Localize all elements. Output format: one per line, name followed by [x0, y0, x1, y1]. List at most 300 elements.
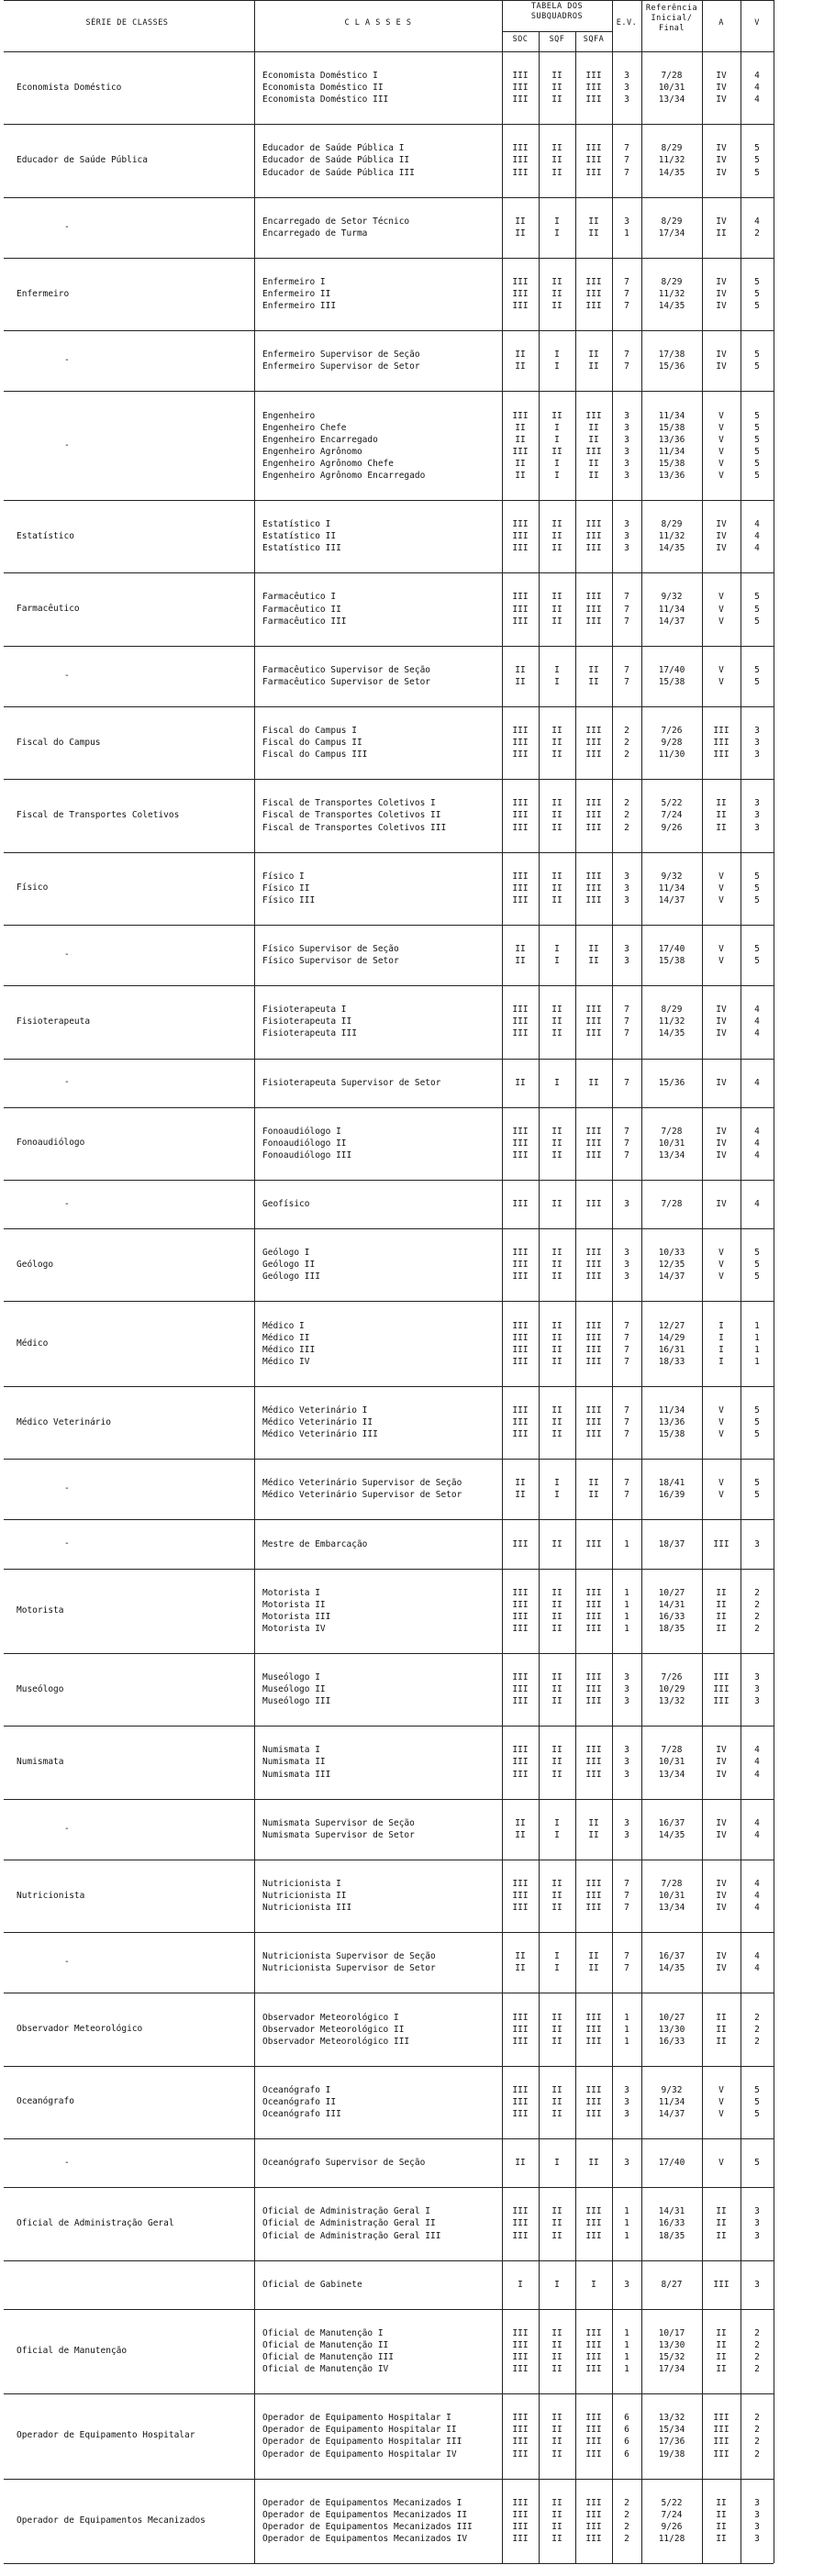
v-cell: 2 — [754, 2012, 760, 2023]
ref-cell: 7/26 — [661, 726, 683, 737]
sqfa-cell: III — [585, 1028, 602, 1039]
sqfa-cell: III — [585, 798, 602, 809]
a-cell: IV — [716, 1126, 727, 1137]
a-cell: II — [716, 2351, 727, 2362]
classe-cell: Geólogo II — [262, 1260, 316, 1271]
sqf-cell: II — [551, 167, 562, 178]
a-cell: IV — [716, 543, 727, 554]
soc-cell: III — [512, 2351, 529, 2362]
header-v: V — [754, 18, 760, 28]
sqfa-cell: III — [585, 2448, 602, 2459]
ev-cell: 7 — [624, 1951, 629, 1962]
soc-cell: III — [512, 2327, 529, 2338]
a-cell: V — [718, 616, 724, 627]
sqf-cell: II — [551, 2206, 562, 2217]
ref-cell: 11/34 — [658, 410, 685, 421]
classe-cell: Farmacêutico Supervisor de Setor — [262, 676, 431, 687]
ev-cell: 1 — [624, 2364, 629, 2375]
sqf-cell: II — [551, 1757, 562, 1768]
group-separator — [4, 925, 774, 926]
v-cell: 4 — [754, 531, 760, 542]
v-cell: 5 — [754, 301, 760, 312]
classe-cell: Operador de Equipamentos Mecanizados II — [262, 2509, 468, 2520]
sqf-cell: II — [551, 2533, 562, 2544]
ev-cell: 3 — [624, 458, 629, 469]
soc-cell: III — [512, 2230, 529, 2241]
sqfa-cell: III — [585, 894, 602, 905]
group-separator — [4, 706, 774, 707]
ref-cell: 18/35 — [658, 1623, 685, 1634]
ev-cell: 1 — [624, 2206, 629, 2217]
v-cell: 3 — [754, 1696, 760, 1707]
ev-cell: 7 — [624, 1891, 629, 1902]
ref-cell: 11/34 — [658, 883, 685, 894]
sqfa-cell: II — [588, 676, 599, 687]
serie-label: Fonoaudiólogo — [17, 1138, 85, 1149]
ref-cell: 17/36 — [658, 2437, 685, 2448]
classe-cell: Médico Veterinário Supervisor de Seção — [262, 1478, 462, 1489]
soc-cell: III — [512, 2437, 529, 2448]
ref-cell: 18/41 — [658, 1478, 685, 1489]
classe-cell: Oficial de Administração Geral III — [262, 2230, 441, 2241]
ref-cell: 11/34 — [658, 1405, 685, 1416]
ev-cell: 7 — [624, 1005, 629, 1016]
ref-cell: 18/33 — [658, 1356, 685, 1367]
sqfa-cell: III — [585, 94, 602, 105]
sqf-cell: II — [551, 738, 562, 749]
classe-cell: Oficial de Manutenção IV — [262, 2364, 389, 2375]
ev-cell: 3 — [624, 2096, 629, 2107]
soc-cell: III — [512, 1429, 529, 1440]
ref-cell: 16/37 — [658, 1951, 685, 1962]
serie-label: Farmacêutico — [17, 604, 80, 615]
classe-cell: Fonoaudiólogo I — [262, 1126, 341, 1137]
v-cell: 5 — [754, 361, 760, 372]
sqf-cell: II — [551, 2437, 562, 2448]
ev-cell: 7 — [624, 1126, 629, 1137]
a-cell: II — [716, 2509, 727, 2520]
ev-cell: 1 — [624, 1623, 629, 1634]
ref-cell: 14/35 — [658, 1829, 685, 1840]
ref-cell: 11/32 — [658, 531, 685, 542]
v-cell: 3 — [754, 2521, 760, 2532]
serie-dash: - — [64, 1823, 70, 1834]
serie-dash: - — [64, 1957, 70, 1968]
ref-cell: 15/38 — [658, 422, 685, 433]
v-cell: 1 — [754, 1332, 760, 1343]
v-cell: 2 — [754, 2448, 760, 2459]
v-cell: 5 — [754, 604, 760, 615]
sqfa-cell: III — [585, 2327, 602, 2338]
classe-cell: Operador de Equipamentos Mecanizados IV — [262, 2533, 468, 2544]
classe-cell: Motorista II — [262, 1599, 326, 1610]
soc-cell: III — [512, 1623, 529, 1634]
sqf-cell: II — [551, 2109, 562, 2120]
sqfa-cell: II — [588, 458, 599, 469]
sqf-cell: II — [551, 1903, 562, 1914]
ref-cell: 18/35 — [658, 2230, 685, 2241]
header-a: A — [718, 18, 724, 28]
ref-cell: 13/36 — [658, 1417, 685, 1428]
ev-cell: 7 — [624, 1016, 629, 1027]
sqfa-cell: III — [585, 83, 602, 94]
sqf-cell: II — [551, 2084, 562, 2095]
a-cell: III — [713, 2413, 729, 2424]
header-serie: SÉRIE DE CLASSES — [85, 18, 169, 28]
v-cell: 3 — [754, 2509, 760, 2520]
classe-cell: Fisioterapeuta I — [262, 1005, 347, 1016]
sqfa-cell: III — [585, 726, 602, 737]
ev-cell: 3 — [624, 2109, 629, 2120]
a-cell: V — [718, 1248, 724, 1259]
ref-cell: 13/34 — [658, 1769, 685, 1780]
sqf-cell: I — [554, 471, 560, 482]
group-separator — [4, 572, 774, 573]
ev-cell: 1 — [624, 2327, 629, 2338]
ref-cell: 7/28 — [661, 1126, 683, 1137]
header-ev: E.V. — [616, 18, 638, 28]
classe-cell: Numismata Supervisor de Seção — [262, 1817, 415, 1828]
classe-cell: Fonoaudiólogo II — [262, 1138, 347, 1149]
v-cell: 3 — [754, 1684, 760, 1695]
sqf-cell: II — [551, 1344, 562, 1355]
soc-cell: III — [512, 1587, 529, 1598]
v-cell: 5 — [754, 616, 760, 627]
sqfa-cell: III — [585, 1745, 602, 1756]
soc-cell: III — [512, 2206, 529, 2217]
group-separator — [4, 646, 774, 647]
classe-cell: Físico Supervisor de Seção — [262, 944, 399, 955]
soc-cell: III — [512, 1344, 529, 1355]
ev-cell: 7 — [624, 155, 629, 166]
soc-cell: III — [512, 1149, 529, 1160]
a-cell: II — [716, 2024, 727, 2035]
ref-cell: 14/35 — [658, 543, 685, 554]
classe-cell: Fonoaudiólogo III — [262, 1149, 352, 1160]
sqfa-cell: III — [585, 2024, 602, 2035]
soc-cell: III — [512, 738, 529, 749]
ev-cell: 7 — [624, 604, 629, 615]
v-cell: 5 — [754, 894, 760, 905]
classe-cell: Oficial de Manutenção I — [262, 2327, 384, 2338]
soc-cell: III — [512, 2509, 529, 2520]
sqf-cell: II — [551, 2036, 562, 2047]
sqfa-cell: III — [585, 2425, 602, 2436]
ev-cell: 3 — [624, 1271, 629, 1282]
soc-cell: II — [515, 676, 526, 687]
group-separator — [4, 2066, 774, 2067]
sqfa-cell: III — [585, 2413, 602, 2424]
a-cell: V — [718, 410, 724, 421]
a-cell: II — [716, 2364, 727, 2375]
a-cell: V — [718, 2109, 724, 2120]
classe-cell: Médico Veterinário III — [262, 1429, 378, 1440]
v-cell: 3 — [754, 2533, 760, 2544]
ev-cell: 2 — [624, 2497, 629, 2508]
soc-cell: III — [512, 822, 529, 833]
ref-cell: 15/38 — [658, 1429, 685, 1440]
ev-cell: 3 — [624, 2158, 629, 2169]
ev-cell: 7 — [624, 1903, 629, 1914]
ref-cell: 9/26 — [661, 822, 683, 833]
a-cell: V — [718, 1405, 724, 1416]
soc-cell: II — [515, 458, 526, 469]
classe-cell: Nutricionista I — [262, 1878, 341, 1889]
ref-cell: 19/38 — [658, 2448, 685, 2459]
classe-cell: Fiscal de Transportes Coletivos II — [262, 810, 441, 821]
header-classes: C L A S S E S — [344, 18, 412, 28]
v-cell: 2 — [754, 2413, 760, 2424]
group-separator — [4, 1653, 774, 1654]
serie-label: Operador de Equipamento Hospitalar — [17, 2430, 195, 2441]
v-cell: 5 — [754, 664, 760, 675]
sqfa-cell: III — [585, 1320, 602, 1331]
soc-cell: III — [512, 1260, 529, 1271]
sqfa-cell: III — [585, 2339, 602, 2350]
classe-cell: Educador de Saúde Pública II — [262, 155, 410, 166]
v-cell: 3 — [754, 2279, 760, 2290]
sqfa-cell: III — [585, 592, 602, 603]
soc-cell: III — [512, 1271, 529, 1282]
soc-cell: III — [512, 276, 529, 287]
ev-cell: 7 — [624, 1878, 629, 1889]
soc-cell: III — [512, 1684, 529, 1695]
classe-cell: Farmacêutico II — [262, 604, 341, 615]
ref-cell: 14/37 — [658, 894, 685, 905]
classe-cell: Físico II — [262, 883, 310, 894]
soc-cell: III — [512, 1599, 529, 1610]
sqfa-cell: III — [585, 167, 602, 178]
ev-cell: 7 — [624, 1138, 629, 1149]
ref-cell: 9/26 — [661, 2521, 683, 2532]
sqf-cell: II — [551, 2448, 562, 2459]
ref-cell: 14/29 — [658, 1332, 685, 1343]
serie-label: Oficial de Manutenção — [17, 2345, 128, 2356]
ev-cell: 3 — [624, 410, 629, 421]
ref-cell: 9/28 — [661, 738, 683, 749]
ev-cell: 3 — [624, 519, 629, 530]
sqfa-cell: III — [585, 1126, 602, 1137]
v-cell: 4 — [754, 1951, 760, 1962]
sqf-cell: II — [551, 1672, 562, 1683]
a-cell: IV — [716, 1757, 727, 1768]
sqfa-cell: II — [588, 2158, 599, 2169]
a-cell: V — [718, 422, 724, 433]
soc-cell: II — [515, 1490, 526, 1501]
group-separator — [4, 1519, 774, 1520]
classe-cell: Operador de Equipamento Hospitalar I — [262, 2413, 451, 2424]
ref-cell: 14/31 — [658, 1599, 685, 1610]
sqfa-cell: III — [585, 276, 602, 287]
soc-cell: III — [512, 1757, 529, 1768]
ev-cell: 7 — [624, 1028, 629, 1039]
sqf-cell: II — [551, 71, 562, 82]
sqf-cell: II — [551, 1745, 562, 1756]
sqf-cell: II — [551, 1199, 562, 1210]
ev-cell: 7 — [624, 1077, 629, 1088]
v-cell: 5 — [754, 2096, 760, 2107]
a-cell: IV — [716, 301, 727, 312]
a-cell: II — [716, 1599, 727, 1610]
soc-cell: II — [515, 361, 526, 372]
sqfa-cell: III — [585, 1405, 602, 1416]
classe-cell: Motorista I — [262, 1587, 320, 1598]
classe-cell: Engenheiro Agrônomo — [262, 446, 362, 457]
ev-cell: 1 — [624, 1538, 629, 1549]
soc-cell: II — [515, 1817, 526, 1828]
ref-cell: 17/34 — [658, 2364, 685, 2375]
header-bottom-rule — [4, 51, 774, 52]
ref-cell: 11/34 — [658, 446, 685, 457]
soc-cell: III — [512, 1332, 529, 1343]
sqf-cell: II — [551, 1891, 562, 1902]
ev-cell: 3 — [624, 944, 629, 955]
sqf-cell: I — [554, 434, 560, 445]
soc-cell: III — [512, 2497, 529, 2508]
classe-cell: Médico III — [262, 1344, 316, 1355]
sqf-cell: II — [551, 1684, 562, 1695]
sqf-cell: II — [551, 94, 562, 105]
a-cell: V — [718, 944, 724, 955]
soc-cell: III — [512, 604, 529, 615]
a-cell: IV — [716, 1891, 727, 1902]
ev-cell: 7 — [624, 276, 629, 287]
classe-cell: Físico III — [262, 894, 316, 905]
sqfa-cell: III — [585, 2206, 602, 2217]
sqfa-cell: III — [585, 2521, 602, 2532]
soc-cell: III — [512, 871, 529, 882]
classe-cell: Oceanógrafo III — [262, 2109, 341, 2120]
ref-cell: 5/22 — [661, 798, 683, 809]
a-cell: II — [716, 2206, 727, 2217]
a-cell: IV — [716, 289, 727, 300]
ev-cell: 7 — [624, 289, 629, 300]
a-cell: IV — [716, 155, 727, 166]
ref-cell: 13/34 — [658, 1903, 685, 1914]
soc-cell: III — [512, 1199, 529, 1210]
sqfa-cell: III — [585, 2096, 602, 2107]
a-cell: V — [718, 592, 724, 603]
classe-cell: Físico I — [262, 871, 305, 882]
sqf-cell: I — [554, 1829, 560, 1840]
soc-cell: III — [512, 798, 529, 809]
sqf-cell: II — [551, 822, 562, 833]
sqf-cell: I — [554, 1490, 560, 1501]
ev-cell: 2 — [624, 810, 629, 821]
sqfa-cell: III — [585, 543, 602, 554]
a-cell: III — [713, 749, 729, 761]
sqfa-cell: III — [585, 1260, 602, 1271]
serie-label: Observador Meteorológico — [17, 2024, 143, 2035]
ev-cell: 3 — [624, 1684, 629, 1695]
a-cell: II — [716, 2533, 727, 2544]
sqfa-cell: III — [585, 1878, 602, 1889]
a-cell: II — [716, 2327, 727, 2338]
classe-cell: Enfermeiro Supervisor de Seção — [262, 350, 420, 361]
group-separator — [4, 1459, 774, 1460]
ev-cell: 7 — [624, 1405, 629, 1416]
ev-cell: 3 — [624, 1769, 629, 1780]
a-cell: II — [716, 2339, 727, 2350]
serie-label: Fiscal de Transportes Coletivos — [17, 809, 180, 820]
sqf-cell: II — [551, 1417, 562, 1428]
soc-cell: III — [512, 1138, 529, 1149]
sqfa-cell: III — [585, 2230, 602, 2241]
serie-label: Numismata — [17, 1756, 64, 1767]
a-cell: IV — [716, 1903, 727, 1914]
classe-cell: Nutricionista III — [262, 1903, 352, 1914]
sqfa-cell: II — [588, 1478, 599, 1489]
group-separator — [4, 1569, 774, 1570]
ev-cell: 3 — [624, 2279, 629, 2290]
sqfa-cell: III — [585, 1271, 602, 1282]
soc-cell: II — [515, 434, 526, 445]
serie-dash: - — [64, 355, 70, 366]
a-cell: II — [716, 1623, 727, 1634]
ev-cell: 7 — [624, 1478, 629, 1489]
soc-cell: II — [515, 422, 526, 433]
soc-cell: III — [512, 2109, 529, 2120]
sqfa-cell: III — [585, 883, 602, 894]
sqf-cell: II — [551, 446, 562, 457]
ref-cell: 11/32 — [658, 155, 685, 166]
sqf-cell: II — [551, 871, 562, 882]
ref-cell: 5/22 — [661, 2497, 683, 2508]
v-cell: 3 — [754, 2206, 760, 2217]
sqfa-cell: III — [585, 1199, 602, 1210]
sqfa-cell: III — [585, 1417, 602, 1428]
sqf-cell: II — [551, 2521, 562, 2532]
ev-cell: 2 — [624, 2509, 629, 2520]
ref-cell: 14/37 — [658, 1271, 685, 1282]
serie-dash: - — [64, 221, 70, 232]
ref-cell: 7/24 — [661, 810, 683, 821]
ref-cell: 7/28 — [661, 1199, 683, 1210]
ev-cell: 1 — [624, 2036, 629, 2047]
classe-cell: Operador de Equipamentos Mecanizados III — [262, 2521, 473, 2532]
group-separator — [4, 330, 774, 331]
classe-cell: Motorista III — [262, 1611, 331, 1622]
ref-cell: 10/31 — [658, 1138, 685, 1149]
classe-cell: Estatístico II — [262, 531, 337, 542]
sqf-cell: II — [551, 1429, 562, 1440]
classe-cell: Engenheiro Chefe — [262, 422, 347, 433]
sqfa-cell: III — [585, 1149, 602, 1160]
v-cell: 4 — [754, 216, 760, 227]
ev-cell: 7 — [624, 143, 629, 154]
classe-cell: Enfermeiro III — [262, 301, 337, 312]
ref-cell: 9/32 — [661, 2084, 683, 2095]
serie-label: Fisioterapeuta — [17, 1016, 91, 1027]
classe-cell: Museólogo II — [262, 1684, 326, 1695]
group-separator — [4, 2479, 774, 2480]
v-cell: 1 — [754, 1320, 760, 1331]
sqfa-cell: III — [585, 1672, 602, 1683]
ref-cell: 8/29 — [661, 1005, 683, 1016]
ev-cell: 2 — [624, 798, 629, 809]
sqfa-cell: II — [588, 1951, 599, 1962]
serie-dash: - — [64, 1077, 70, 1088]
v-cell: 5 — [754, 434, 760, 445]
sqfa-cell: III — [585, 2084, 602, 2095]
soc-cell: II — [515, 1829, 526, 1840]
sqf-cell: II — [551, 2351, 562, 2362]
ref-cell: 17/40 — [658, 2158, 685, 2169]
a-cell: V — [718, 883, 724, 894]
sqfa-cell: III — [585, 410, 602, 421]
a-cell: II — [716, 1587, 727, 1598]
ev-cell: 7 — [624, 1417, 629, 1428]
